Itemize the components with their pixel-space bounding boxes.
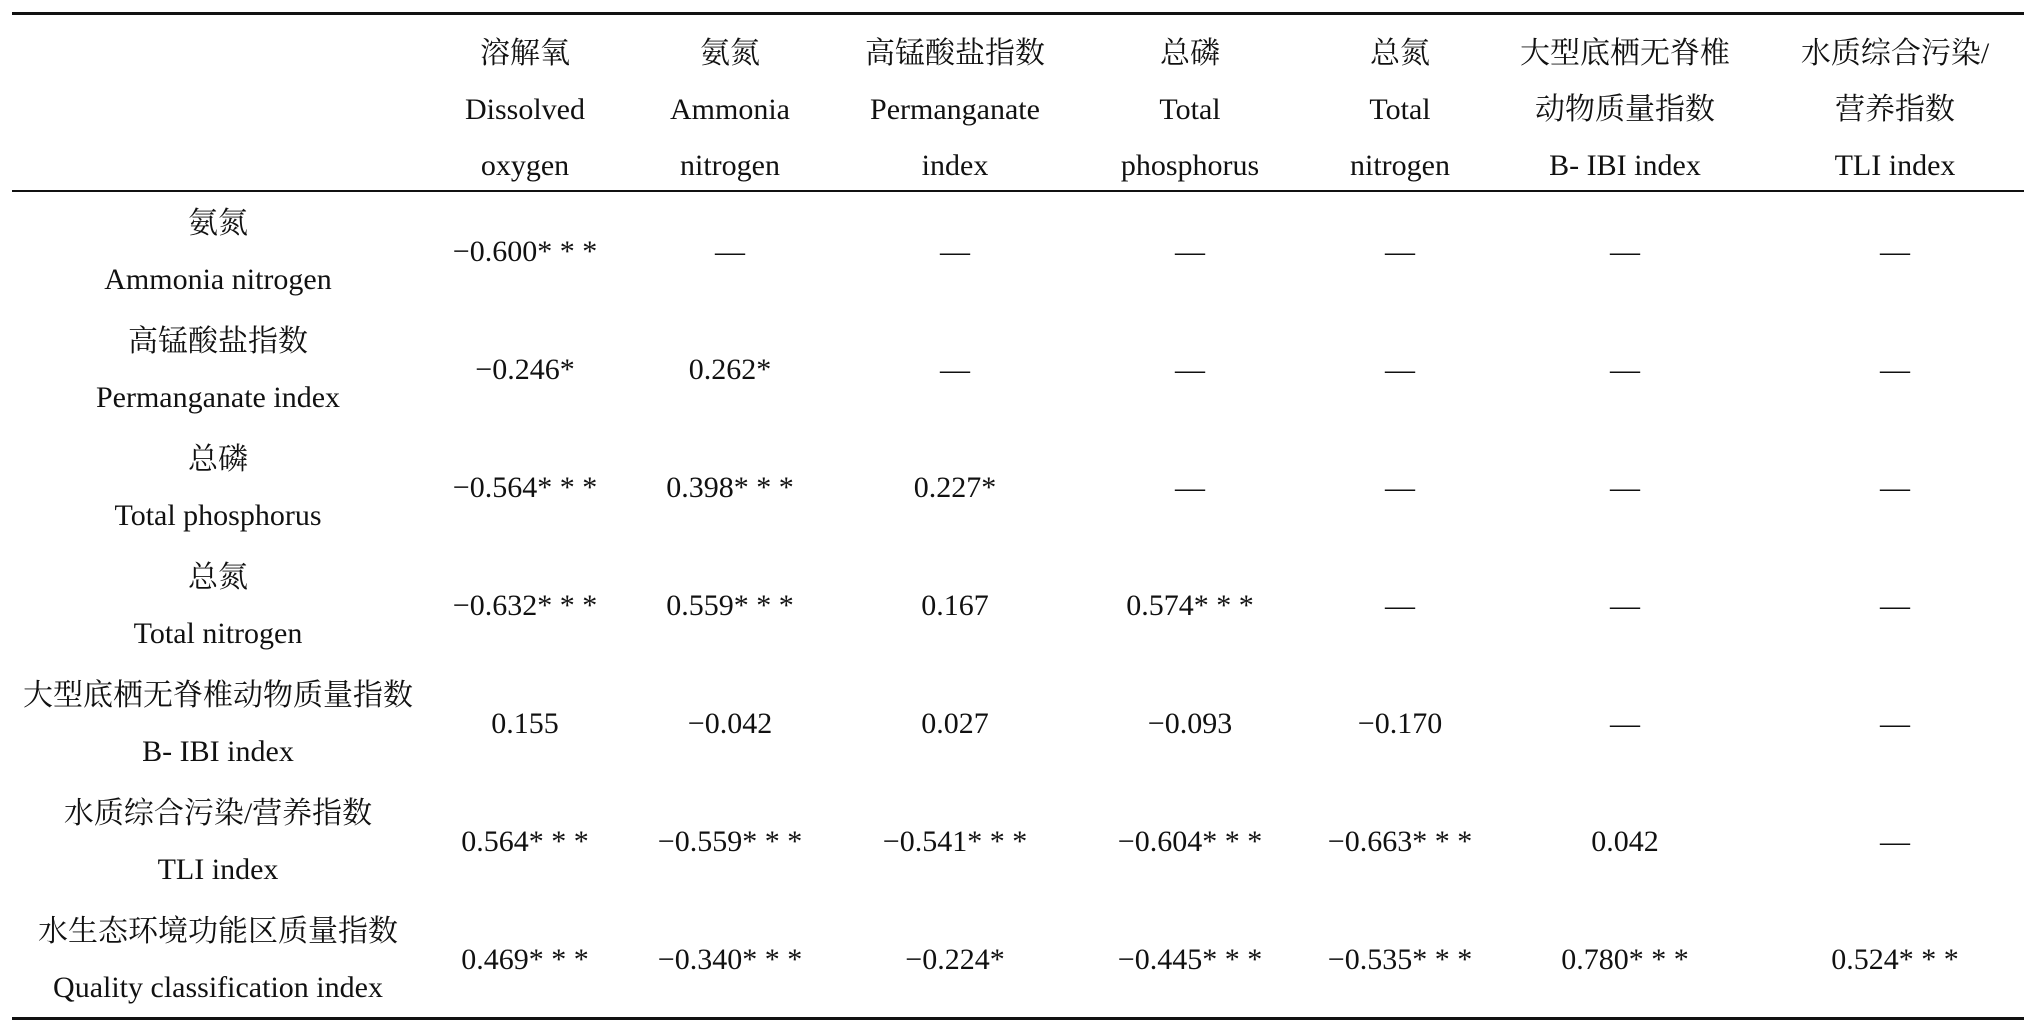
column-header: 总氮 Total nitrogen xyxy=(1350,37,1450,182)
column-header: 总磷 Total phosphorus xyxy=(1120,37,1260,182)
table-cell: −0.632* * * xyxy=(452,589,598,622)
table-cell: 0.574* * * xyxy=(1126,589,1254,622)
bottom-rule xyxy=(12,1017,2024,1020)
table-cell: −0.663* * * xyxy=(1327,825,1473,858)
column-header: 大型底栖无脊椎 动物质量指数 B- IBI index xyxy=(1520,37,1730,182)
row-label: 总磷 Total phosphorus xyxy=(114,443,322,532)
table-cell: — xyxy=(1880,471,1910,504)
table-cell: −0.170 xyxy=(1357,707,1443,740)
table-cell: 0.559* * * xyxy=(666,589,794,622)
table-cell: 0.167 xyxy=(921,589,989,622)
table-cell: — xyxy=(1610,471,1640,504)
column-header: 高锰酸盐指数 Permanganate index xyxy=(865,37,1045,182)
table-cell: 0.564* * * xyxy=(461,825,589,858)
top-rule xyxy=(12,12,2024,15)
table-cell: −0.246* xyxy=(475,353,575,386)
column-header: 水质综合污染/ 营养指数 TLI index xyxy=(1800,37,1990,182)
table-cell: −0.564* * * xyxy=(452,471,598,504)
table-cell: 0.780* * * xyxy=(1561,943,1689,976)
row-label: 氨氮 Ammonia nitrogen xyxy=(104,207,332,296)
column-header: 氨氮 Ammonia nitrogen xyxy=(670,37,790,182)
table-cell: — xyxy=(1880,353,1910,386)
table-cell: — xyxy=(1610,589,1640,622)
table-cell: — xyxy=(1610,707,1640,740)
table-cell: −0.541* * * xyxy=(882,825,1028,858)
table-cell: — xyxy=(1610,353,1640,386)
table-cell: — xyxy=(715,235,745,268)
table-cell: −0.600* * * xyxy=(452,235,598,268)
table-cell: −0.224* xyxy=(905,943,1005,976)
table-cell: 0.524* * * xyxy=(1831,943,1959,976)
table-cell: −0.445* * * xyxy=(1117,943,1263,976)
table-cell: — xyxy=(1385,589,1415,622)
table-cell: — xyxy=(1385,353,1415,386)
table-cell: — xyxy=(1175,353,1205,386)
table-cell: — xyxy=(1880,589,1910,622)
table-cell: — xyxy=(940,235,970,268)
table-cell: 0.042 xyxy=(1591,825,1659,858)
table-cell: −0.340* * * xyxy=(657,943,803,976)
table-cell: −0.042 xyxy=(687,707,773,740)
table-cell: 0.398* * * xyxy=(666,471,794,504)
table-cell: — xyxy=(1175,471,1205,504)
row-label: 水质综合污染/营养指数 TLI index xyxy=(63,797,373,886)
table-cell: 0.027 xyxy=(921,707,989,740)
table-cell: −0.535* * * xyxy=(1327,943,1473,976)
table-cell: 0.227* xyxy=(913,471,997,504)
table-cell: — xyxy=(1385,471,1415,504)
row-label: 总氮 Total nitrogen xyxy=(133,561,303,650)
table-cell: — xyxy=(1175,235,1205,268)
table-cell: −0.604* * * xyxy=(1117,825,1263,858)
table-cell: — xyxy=(940,353,970,386)
row-label: 大型底栖无脊椎动物质量指数 B- IBI index xyxy=(23,679,413,768)
table-cell: 0.262* xyxy=(688,353,772,386)
row-label: 水生态环境功能区质量指数 Quality classification index xyxy=(38,915,398,1004)
row-label: 高锰酸盐指数 Permanganate index xyxy=(95,325,341,414)
table-cell: — xyxy=(1385,235,1415,268)
table-cell: — xyxy=(1880,825,1910,858)
table-cell: — xyxy=(1880,707,1910,740)
table-cell: −0.093 xyxy=(1147,707,1233,740)
column-header: 溶解氧 Dissolved oxygen xyxy=(465,37,585,182)
table-cell: — xyxy=(1880,235,1910,268)
table-cell: 0.155 xyxy=(491,707,559,740)
table-cell: — xyxy=(1610,235,1640,268)
table-cell: 0.469* * * xyxy=(461,943,589,976)
table-cell: −0.559* * * xyxy=(657,825,803,858)
